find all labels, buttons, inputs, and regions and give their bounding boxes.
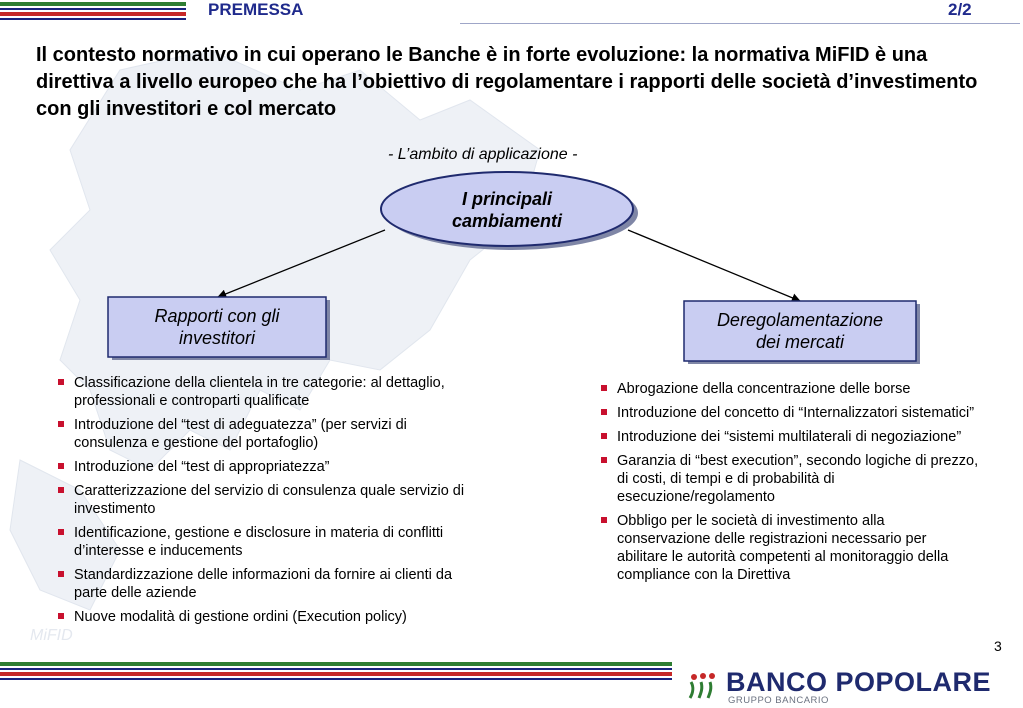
bullet-icon (58, 463, 64, 469)
list-item: Introduzione del “test di adeguatezza” (per servizi di consulenza e gestione del portafoglio) (58, 416, 478, 452)
root-node-label (407, 188, 607, 232)
bullet-icon (58, 571, 64, 577)
section-title: PREMESSA (208, 0, 304, 19)
intro-text: Il contesto normativo in cui operano le Banche è in forte evoluzione: la normativa MiFID è una direttiva a livello europeo che ha l’obiettivo di regolamentare i rapporti delle società d’investimento con gli investitori e col mercato (36, 44, 978, 120)
left-node-line-1: Rapporti con gli (154, 306, 280, 326)
bullet-icon (58, 487, 64, 493)
logo-subtitle: GRUPPO BANCARIO (728, 695, 829, 706)
list-item: Introduzione del concetto di “Internalizzatori sistematici” (601, 404, 981, 422)
list-item: Standardizzazione delle informazioni da fornire ai clienti da parte delle aziende (58, 566, 478, 602)
list-item: Garanzia di “best execution”, secondo logiche di prezzo, di costi, di tempi e di probabilità di esecuzione/regolamento (601, 452, 981, 506)
bullet-icon (58, 529, 64, 535)
list-item: Classificazione della clientela in tre categorie: al dettaglio, professionali e controparti qualificate (58, 374, 478, 410)
list-item: Nuove modalità di gestione ordini (Execution policy) (58, 608, 478, 626)
bullet-icon (601, 517, 607, 523)
list-item: Introduzione dei “sistemi multilaterali di negoziazione” (601, 428, 981, 446)
list-item: Abrogazione della concentrazione delle borse (601, 380, 981, 398)
bullet-icon (58, 613, 64, 619)
scope-label: - L’ambito di applicazione - (388, 146, 578, 163)
list-item: Identificazione, gestione e disclosure in materia di conflitti d’interesse e inducements (58, 524, 478, 560)
left-bullet-list (58, 374, 478, 632)
left-node-label (108, 305, 326, 349)
right-bullet-list (601, 380, 981, 590)
page-number: 3 (994, 638, 1002, 654)
bullet-icon (58, 421, 64, 427)
page-indicator: 2/2 (948, 0, 972, 19)
connector-left (218, 230, 385, 297)
svg-text:MiFID: MiFID (30, 627, 73, 644)
logo-name: BANCO POPOLARE (726, 667, 992, 697)
left-node-line-2: investitori (178, 328, 256, 348)
bullet-icon (601, 433, 607, 439)
right-node-line-1: Deregolamentazione (716, 310, 884, 330)
logo-mark-icon (688, 671, 722, 699)
bullet-icon (601, 385, 607, 391)
root-line-2: cambiamenti (451, 211, 563, 231)
connector-right (628, 230, 800, 301)
bullet-icon (601, 409, 607, 415)
right-node-line-2: dei mercati (755, 332, 845, 352)
root-line-1: I principali (461, 189, 553, 209)
banco-popolare-logo (688, 665, 998, 707)
list-item: Obbligo per le società di investimento alla conservazione delle registrazioni necessario per abilitare le autorità competenti al monitoraggio della compliance con la Direttiva (601, 512, 981, 584)
right-node-label (684, 309, 916, 353)
list-item: Introduzione del “test di appropriatezza” (58, 458, 478, 476)
bullet-icon (601, 457, 607, 463)
footer-stripes (0, 662, 672, 684)
list-item: Caratterizzazione del servizio di consulenza quale servizio di investimento (58, 482, 478, 518)
bullet-icon (58, 379, 64, 385)
